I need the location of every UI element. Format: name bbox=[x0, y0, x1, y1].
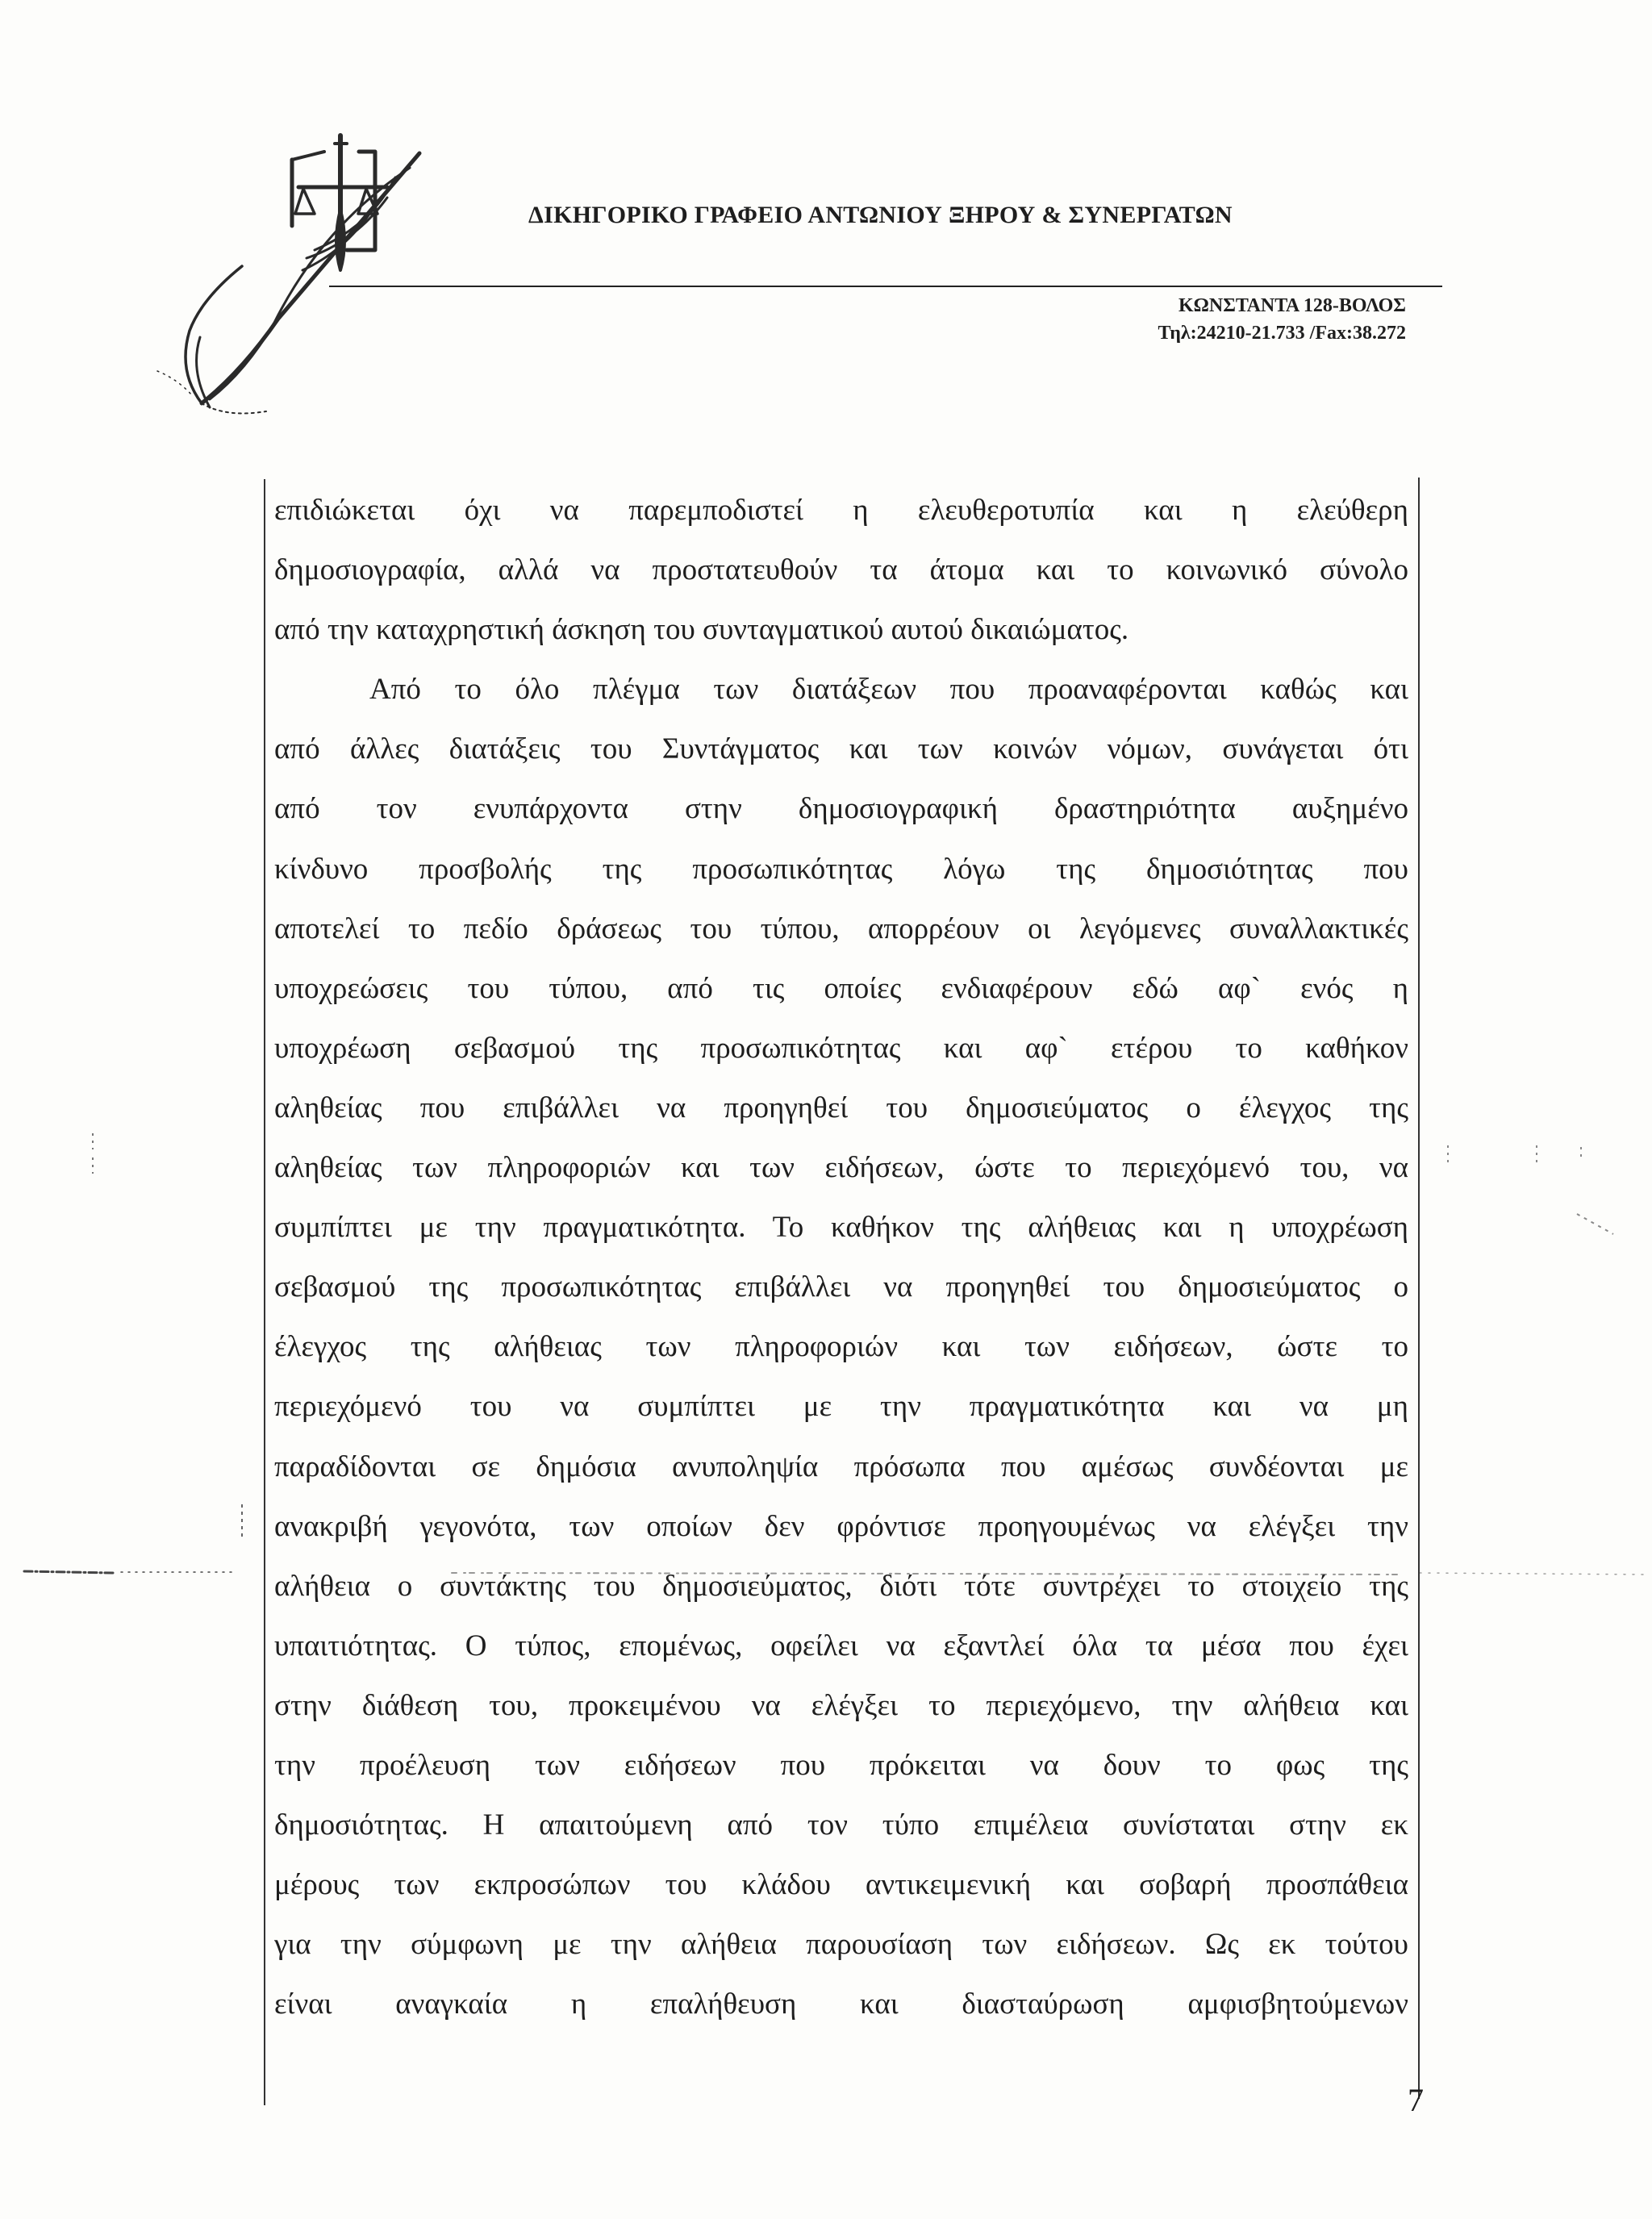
scan-noise-mark bbox=[230, 1500, 254, 1541]
text-line: περιεχόμενό του να συμπίπτει με την πραγματικότητα και να μη bbox=[274, 1390, 1408, 1424]
text-line: για την σύμφωνη με την αλήθεια παρουσίαση των ειδήσεων. Ως εκ τούτου bbox=[274, 1928, 1408, 1962]
text-line: αποτελεί το πεδίο δράσεως του τύπου, απορρέουν οι λεγόμενες συναλλακτικές bbox=[274, 911, 1408, 945]
scan-noise-line bbox=[0, 1555, 1652, 1587]
text-line: από τον ενυπάρχοντα στην δημοσιογραφική δραστηριότητα αυξημένο bbox=[274, 792, 1408, 826]
text-line: ανακριβή γεγονότα, των οποίων δεν φρόντισε προηγουμένως να ελέγξει την bbox=[274, 1509, 1408, 1543]
scan-noise-mark bbox=[81, 1129, 105, 1178]
text-line: από την καταχρηστική άσκηση του συνταγματικού αυτού δικαιώματος. bbox=[274, 613, 1129, 647]
firm-phone-fax: Τηλ:24210-21.733 /Fax:38.272 bbox=[1158, 323, 1406, 344]
text-line: στην διάθεση του, προκειμένου να ελέγξει το περιεχόμενο, την αλήθεια και bbox=[274, 1688, 1408, 1722]
text-line: είναι αναγκαία η επαλήθευση και διασταύρωση αμφισβητούμενων bbox=[274, 1988, 1408, 2021]
firm-address: ΚΩΝΣΤΑΝΤΑ 128-ΒΟΛΟΣ bbox=[1178, 295, 1406, 316]
text-line: αληθείας των πληροφοριών και των ειδήσεων, ώστε το περιεχόμενό του, να bbox=[274, 1151, 1408, 1185]
text-line: υπαιτιότητας. Ο τύπος, επομένως, οφείλει να εξαντλεί όλα τα μέσα που έχει bbox=[274, 1629, 1408, 1662]
text-line: δημοσιότητας. Η απαιτούμενη από τον τύπο επιμέλεια συνίσταται στην εκ bbox=[274, 1808, 1408, 1842]
text-line: από άλλες διατάξεις του Συντάγματος και των κοινών νόμων, συνάγεται ότι bbox=[274, 732, 1408, 766]
left-margin-line bbox=[264, 479, 265, 2105]
contact-info bbox=[968, 292, 1406, 347]
header-divider bbox=[329, 286, 1442, 287]
text-line: υποχρέωση σεβασμού της προσωπικότητας και αφ` ετέρου το καθήκον bbox=[274, 1031, 1408, 1065]
text-line: αληθείας που επιβάλλει να προηγηθεί του δημοσιεύματος ο έλεγχος της bbox=[274, 1091, 1408, 1124]
text-line: αλήθεια ο συντάκτης του δημοσιεύματος, διότι τότε συντρέχει το στοιχείο της bbox=[274, 1569, 1408, 1603]
text-line: υποχρεώσεις του τύπου, από τις οποίες ενδιαφέρουν εδώ αφ` ενός η bbox=[274, 971, 1408, 1005]
text-line: επιδιώκεται όχι να παρεμποδιστεί η ελευθεροτυπία και η ελεύθερη bbox=[274, 494, 1408, 527]
text-line: σεβασμού της προσωπικότητας επιβάλλει να προηγηθεί του δημοσιεύματος ο bbox=[274, 1270, 1408, 1304]
text-line: συμπίπτει με την πραγματικότητα. Το καθήκον της αλήθειας και η υποχρέωση bbox=[274, 1211, 1408, 1245]
document-body bbox=[274, 481, 1408, 2034]
right-margin-line bbox=[1418, 478, 1420, 2099]
text-line: Από το όλο πλέγμα των διατάξεων που προαναφέρονται καθώς και bbox=[369, 673, 1408, 707]
page-number: 7 bbox=[1408, 2082, 1424, 2118]
scan-noise-mark bbox=[1440, 1137, 1601, 1178]
text-line: έλεγχος της αλήθειας των πληροφοριών και των ειδήσεων, ώστε το bbox=[274, 1330, 1408, 1364]
text-line: κίνδυνο προσβολής της προσωπικότητας λόγω της δημοσιότητας που bbox=[274, 852, 1408, 886]
text-line: δημοσιογραφία, αλλά να προστατευθούν τα άτομα και το κοινωνικό σύνολο bbox=[274, 553, 1408, 587]
text-line: την προέλευση των ειδήσεων που πρόκειται να δουν το φως της bbox=[274, 1748, 1408, 1782]
text-line: παραδίδονται σε δημόσια ανυποληψία πρόσωπα που αμέσως συνδέονται με bbox=[274, 1449, 1408, 1483]
text-line: μέρους των εκπροσώπων του κλάδου αντικειμενική και σοβαρή προσπάθεια bbox=[274, 1868, 1408, 1902]
scales-of-justice-and-quill-logo-icon bbox=[153, 129, 460, 419]
firm-name: ΔΙΚΗΓΟΡΙΚΟ ΓΡΑΦΕΙΟ ΑΝΤΩΝΙΟΥ ΞΗΡΟΥ & ΣΥΝΕΡΓΑΤΩΝ bbox=[528, 202, 1233, 228]
scan-noise-mark bbox=[1573, 1210, 1621, 1242]
